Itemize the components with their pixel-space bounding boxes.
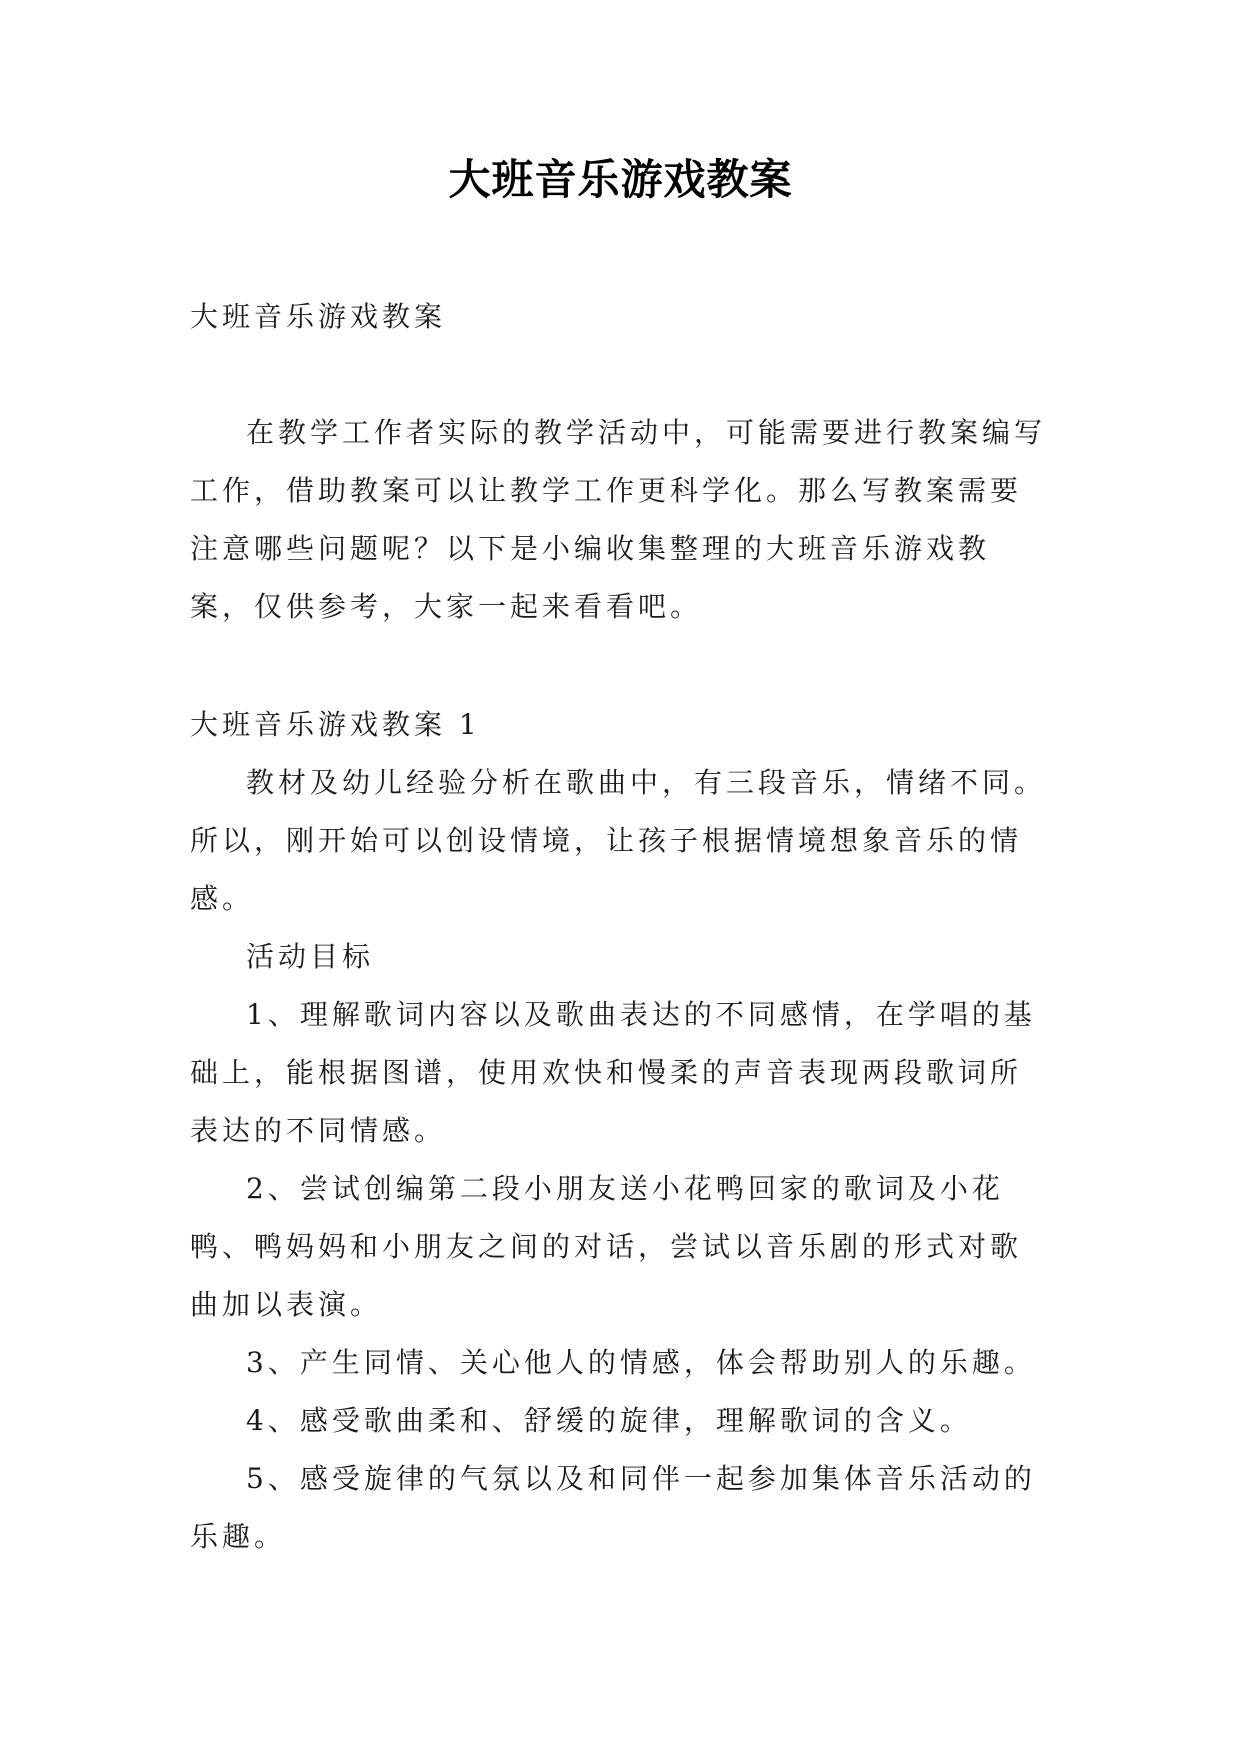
objective-item-1: 1、理解歌词内容以及歌曲表达的不同感情，在学唱的基础上，能根据图谱，使用欢快和慢柔的声音表现两段歌词所表达的不同情感。 — [190, 998, 1036, 1147]
objectives-heading: 活动目标 — [246, 940, 375, 973]
objective-item-5: 5、感受旋律的气氛以及和同伴一起参加集体音乐活动的乐趣。 — [190, 1462, 1036, 1553]
document-subtitle: 大班音乐游戏教案 — [190, 300, 447, 333]
page-title: 大班音乐游戏教案 — [448, 155, 793, 204]
analysis-paragraph: 教材及幼儿经验分析在歌曲中，有三段音乐，情绪不同。所以，刚开始可以创设情境，让孩子根据情境想象音乐的情感。 — [190, 766, 1047, 915]
intro-text: 在教学工作者实际的教学活动中，可能需要进行教案编写工作，借助教案可以让教学工作更科学化。那么写教案需要注意哪些问题呢？以下是小编收集整理的大班音乐游戏教案，仅供参考，大家一起来看看吧。 — [190, 416, 1047, 623]
section-content — [190, 754, 1050, 1566]
section-heading: 大班音乐游戏教案 1 — [190, 708, 481, 741]
objective-item-2: 2、尝试创编第二段小朋友送小花鸭回家的歌词及小花鸭、鸭妈妈和小朋友之间的对话，尝试以音乐剧的形式对歌曲加以表演。 — [190, 1172, 1023, 1321]
objective-item-3: 3、产生同情、关心他人的情感，体会帮助别人的乐趣。 — [246, 1346, 1036, 1379]
objective-item-4: 4、感受歌曲柔和、舒缓的旋律，理解歌词的含义。 — [246, 1404, 972, 1437]
intro-paragraph — [190, 404, 1050, 636]
